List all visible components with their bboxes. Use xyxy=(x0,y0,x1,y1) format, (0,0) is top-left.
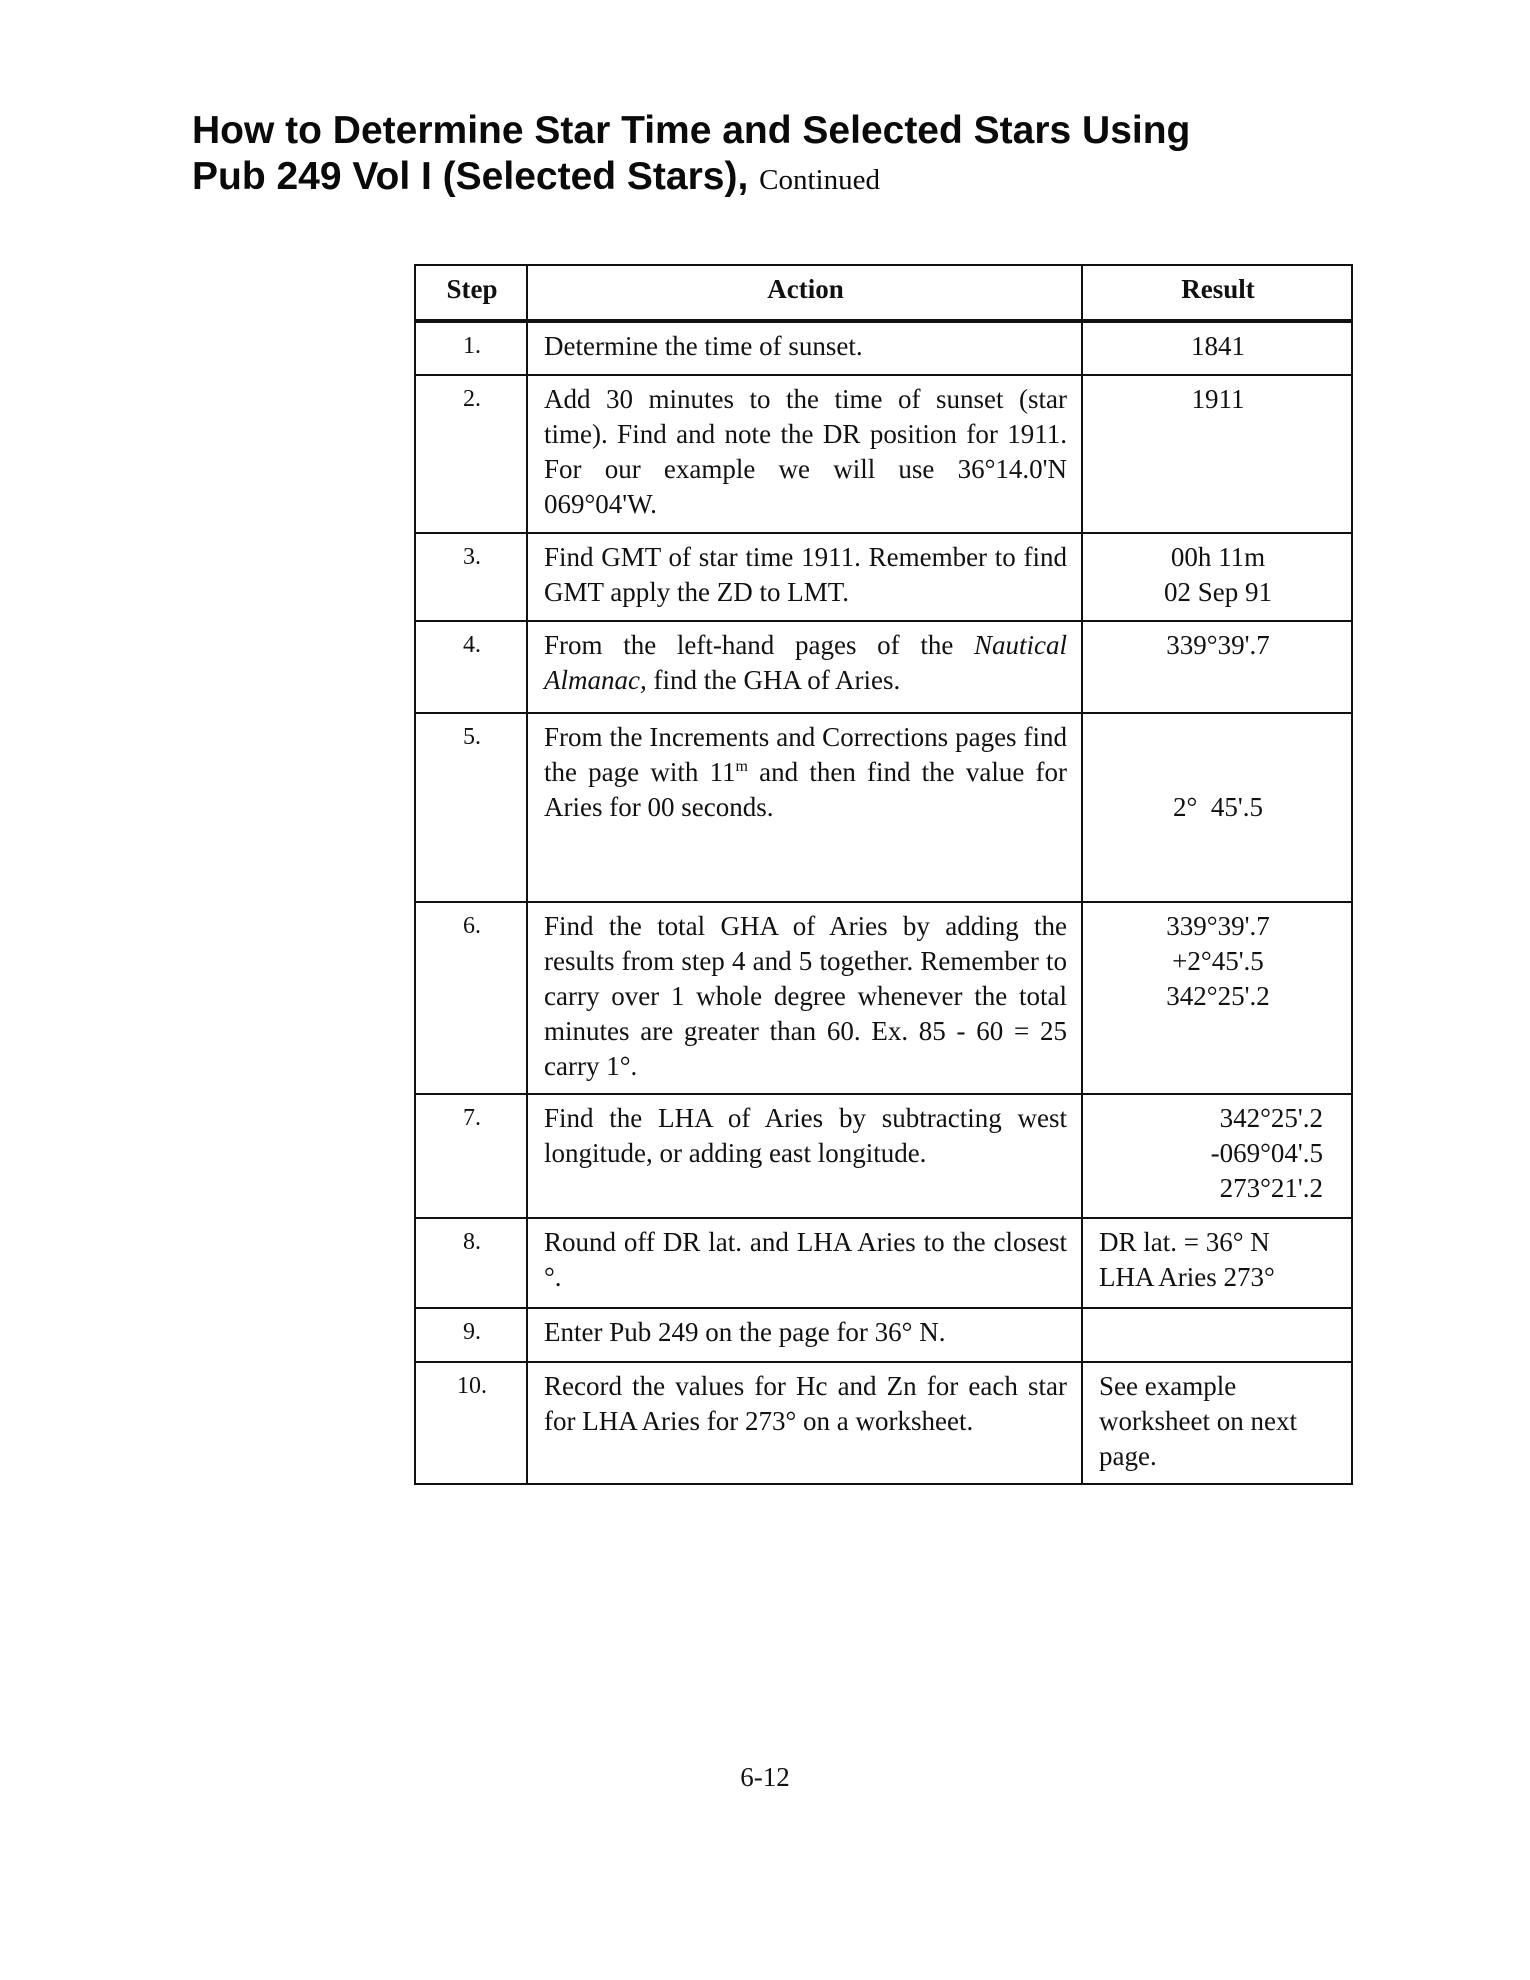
step-result xyxy=(1082,1362,1352,1484)
table-row xyxy=(415,713,1352,902)
title-line-1: How to Determine Star Time and Selected Stars Using xyxy=(192,109,1191,152)
result-line: 339°39'.7 xyxy=(1166,911,1270,941)
result-line: 1911 xyxy=(1191,384,1245,414)
step-action: Find the total GHA of Aries by adding the results from step 4 and 5 together. Remember to carry over 1 whole degree whenever the total minutes are greater than 60. Ex. 85 - 60 = 25 carry 1°. xyxy=(527,902,1082,1094)
step-action: Determine the time of sunset. xyxy=(527,321,1082,375)
result-line: DR lat. = 36° N xyxy=(1099,1227,1270,1257)
step-number: 4. xyxy=(415,621,527,713)
step-action: Record the values for Hc and Zn for each star for LHA Aries for 273° on a worksheet. xyxy=(527,1362,1082,1484)
step-action: Enter Pub 249 on the page for 36° N. xyxy=(527,1308,1082,1362)
step-result xyxy=(1082,621,1352,713)
step-result xyxy=(1082,533,1352,621)
header-action: Action xyxy=(527,265,1082,321)
table-row xyxy=(415,621,1352,713)
title-line-2-text: Pub 249 Vol I (Selected Stars), xyxy=(192,155,749,198)
step-result xyxy=(1082,1094,1352,1218)
table-row xyxy=(415,1094,1352,1218)
step-result xyxy=(1082,902,1352,1094)
step-action: Add 30 minutes to the time of sunset (star time). Find and note the DR position for 1911. For our example we will use 36°14.0'N 069°04'W. xyxy=(527,375,1082,533)
step-number: 3. xyxy=(415,533,527,621)
result-line: +2°45'.5 xyxy=(1172,946,1264,976)
step-result xyxy=(1082,713,1352,902)
page-title xyxy=(192,108,1342,203)
procedure-table xyxy=(414,264,1353,1485)
result-line: -069°04'.5 xyxy=(1210,1138,1323,1168)
step-number: 7. xyxy=(415,1094,527,1218)
result-line: LHA Aries 273° xyxy=(1099,1262,1275,1292)
header-step: Step xyxy=(415,265,527,321)
action-text: From the Increments and Corrections pages find the page with 11 xyxy=(544,722,1067,787)
step-number: 5. xyxy=(415,713,527,902)
header-result: Result xyxy=(1082,265,1352,321)
result-line: 273°21'.2 xyxy=(1219,1173,1323,1203)
step-action: Find GMT of star time 1911. Remember to find GMT apply the ZD to LMT. xyxy=(527,533,1082,621)
step-number: 2. xyxy=(415,375,527,533)
result-line: 00h 11m xyxy=(1170,542,1266,572)
step-action xyxy=(527,713,1082,902)
minutes-superscript: m xyxy=(735,758,748,775)
result-line: See example xyxy=(1099,1371,1237,1401)
table-row xyxy=(415,321,1352,375)
table-row xyxy=(415,1362,1352,1484)
table-header-row xyxy=(415,265,1352,321)
title-continued: Continued xyxy=(759,164,880,196)
step-result xyxy=(1082,321,1352,375)
result-line: worksheet on next xyxy=(1099,1406,1297,1436)
table-row xyxy=(415,1218,1352,1308)
step-number: 10. xyxy=(415,1362,527,1484)
step-action: Find the LHA of Aries by subtracting west longitude, or adding east longitude. xyxy=(527,1094,1082,1218)
step-result xyxy=(1082,1308,1352,1362)
step-result xyxy=(1082,375,1352,533)
step-action: Round off DR lat. and LHA Aries to the closest °. xyxy=(527,1218,1082,1308)
subtraction-calc xyxy=(1211,1101,1323,1206)
page-number: 6-12 xyxy=(740,1762,790,1792)
step-number: 9. xyxy=(415,1308,527,1362)
result-line: 339°39'.7 xyxy=(1166,630,1270,660)
result-line: 1841 xyxy=(1191,331,1245,361)
step-number: 6. xyxy=(415,902,527,1094)
result-line: 02 Sep 91 xyxy=(1164,577,1272,607)
step-action xyxy=(527,621,1082,713)
table-row xyxy=(415,1308,1352,1362)
action-text: From the left-hand pages of the xyxy=(544,630,974,660)
step-number: 8. xyxy=(415,1218,527,1308)
step-number: 1. xyxy=(415,321,527,375)
step-result xyxy=(1082,1218,1352,1308)
result-line: 342°25'.2 xyxy=(1219,1103,1323,1133)
result-line: 342°25'.2 xyxy=(1166,981,1270,1011)
table-row xyxy=(415,375,1352,533)
title-line-2 xyxy=(192,154,1342,203)
table-row xyxy=(415,533,1352,621)
almanac-title: Nautical Almanac, xyxy=(544,630,1067,695)
action-text: and then find the value for Aries for 00 seconds. xyxy=(544,757,1067,822)
result-line: 2° 45'.5 xyxy=(1173,792,1263,822)
action-text: find the GHA of Aries. xyxy=(646,665,901,695)
table-row xyxy=(415,902,1352,1094)
result-line: page. xyxy=(1099,1441,1157,1471)
